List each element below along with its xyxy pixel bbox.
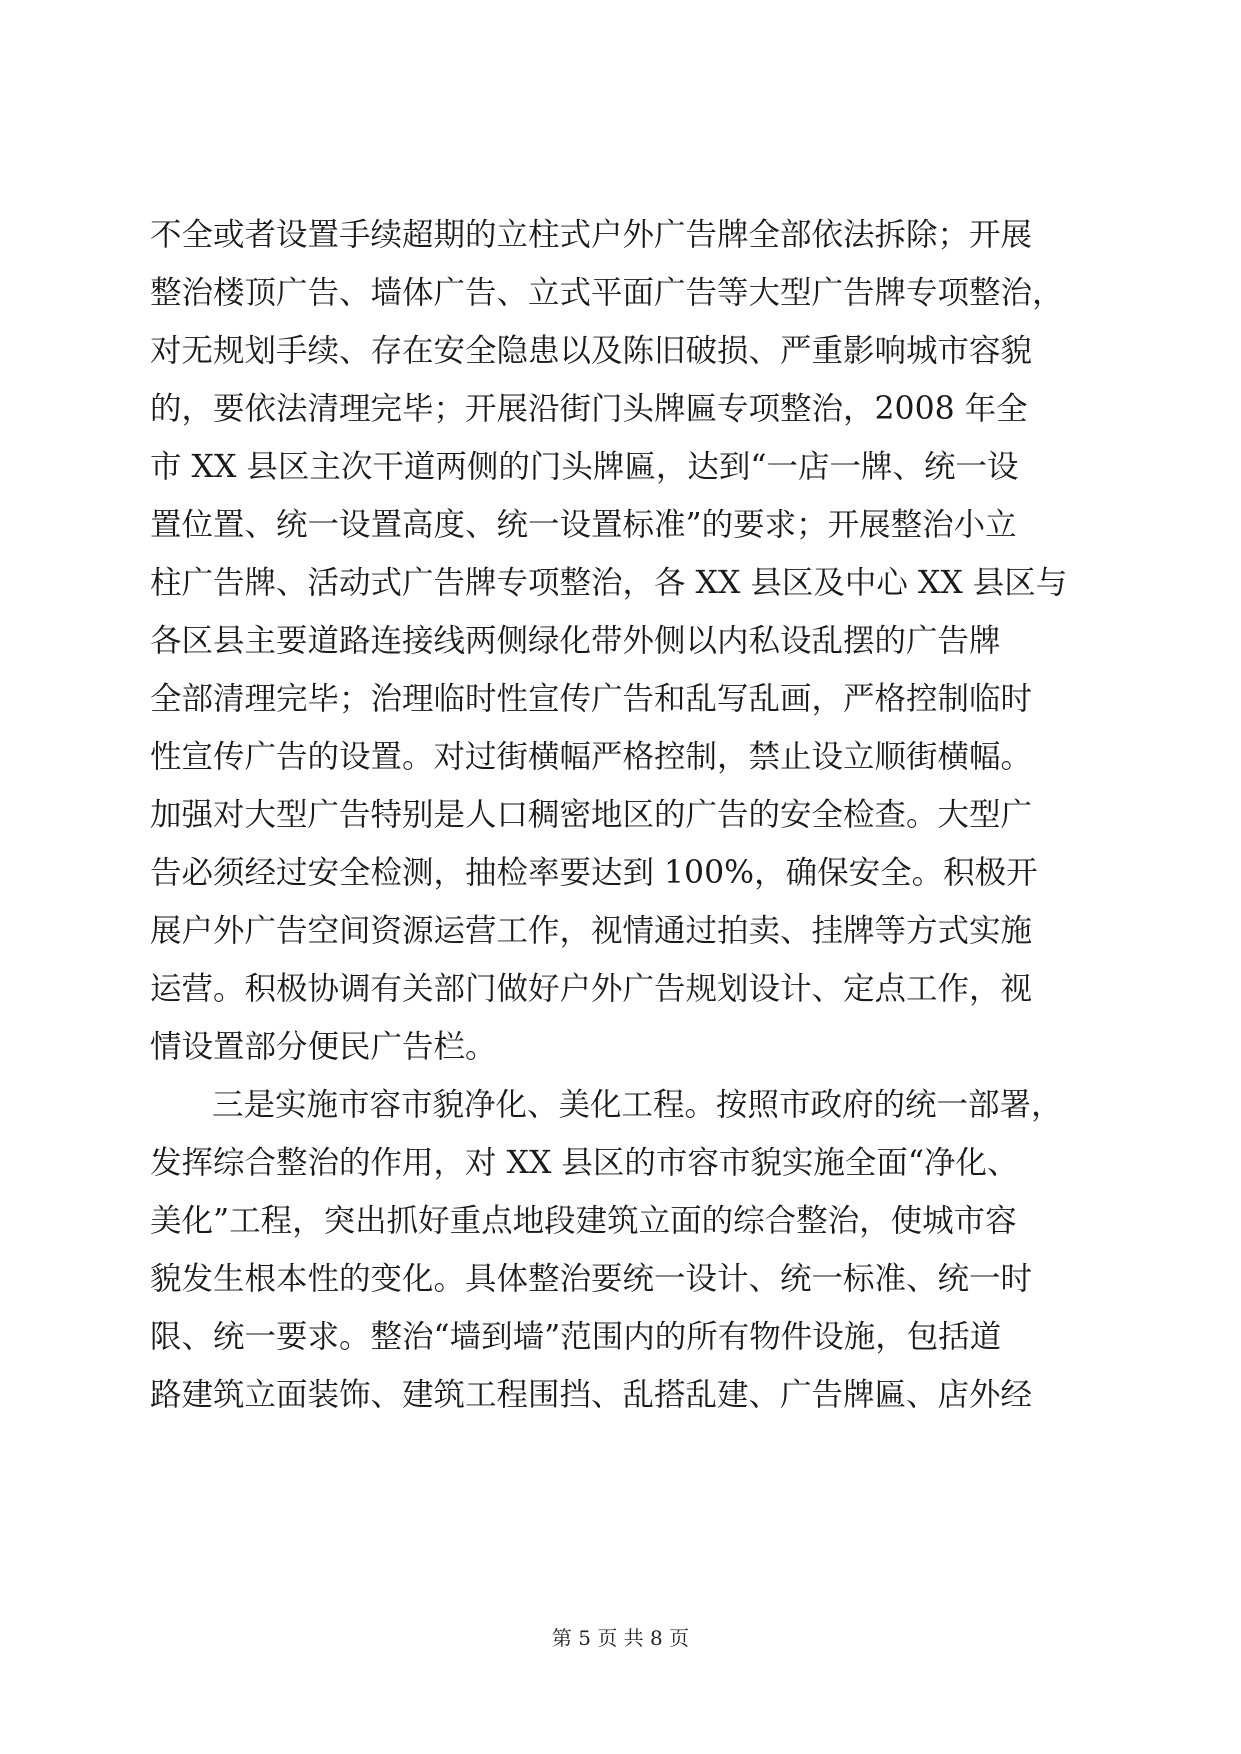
text-line: 发挥综合整治的作用，对 XX 县区的市容市貌实施全面“净化、: [150, 1145, 1019, 1181]
text-line: 加强对大型广告特别是人口稠密地区的广告的安全检查。大型广: [150, 797, 1033, 833]
text-line: 展户外广告空间资源运营工作，视情通过拍卖、挂牌等方式实施: [150, 913, 1033, 949]
text-line: 市 XX 县区主次干道两侧的门头牌匾，达到“一店一牌、统一设: [150, 449, 1019, 485]
text-line: 的，要依法清理完毕；开展沿街门头牌匾专项整治，2008 年全: [150, 391, 1028, 427]
text-line: 性宣传广告的设置。对过街横幅严格控制，禁止设立顺街横幅。: [150, 739, 1033, 775]
text-line: 告必须经过安全检测，抽检率要达到 100%，确保安全。积极开: [150, 855, 1038, 891]
text-line: 柱广告牌、活动式广告牌专项整治，各 XX 县区及中心 XX 县区与: [150, 565, 1068, 601]
text-line: 全部清理完毕；治理临时性宣传广告和乱写乱画，严格控制临时: [150, 681, 1033, 717]
text-line: 限、统一要求。整治“墙到墙”范围内的所有物件设施，包括道: [150, 1319, 1002, 1355]
text-line: 貌发生根本性的变化。具体整治要统一设计、统一标准、统一时: [150, 1261, 1033, 1297]
text-line: 美化”工程，突出抓好重点地段建筑立面的综合整治，使城市容: [150, 1203, 1017, 1239]
text-line: 各区县主要道路连接线两侧绿化带外侧以内私设乱摆的广告牌: [150, 623, 1001, 659]
text-line: 置位置、统一设置高度、统一设置标准”的要求；开展整治小立: [150, 507, 1017, 543]
text-line: 不全或者设置手续超期的立柱式户外广告牌全部依法拆除；开展: [150, 217, 1033, 253]
paragraph-first-line: 三是实施市容市貌净化、美化工程。按照市政府的统一部署，: [212, 1087, 1063, 1123]
text-line: 路建筑立面装饰、建筑工程围挡、乱搭乱建、广告牌匾、店外经: [150, 1377, 1033, 1413]
text-line: 情设置部分便民广告栏。: [150, 1029, 497, 1065]
text-line: 对无规划手续、存在安全隐患以及陈旧破损、严重影响城市容貌: [150, 333, 1033, 369]
text-line: 运营。积极协调有关部门做好户外广告规划设计、定点工作，视: [150, 971, 1033, 1007]
page-footer: 第 5 页 共 8 页: [551, 1626, 690, 1650]
text-line: 整治楼顶广告、墙体广告、立式平面广告等大型广告牌专项整治，: [150, 275, 1064, 311]
